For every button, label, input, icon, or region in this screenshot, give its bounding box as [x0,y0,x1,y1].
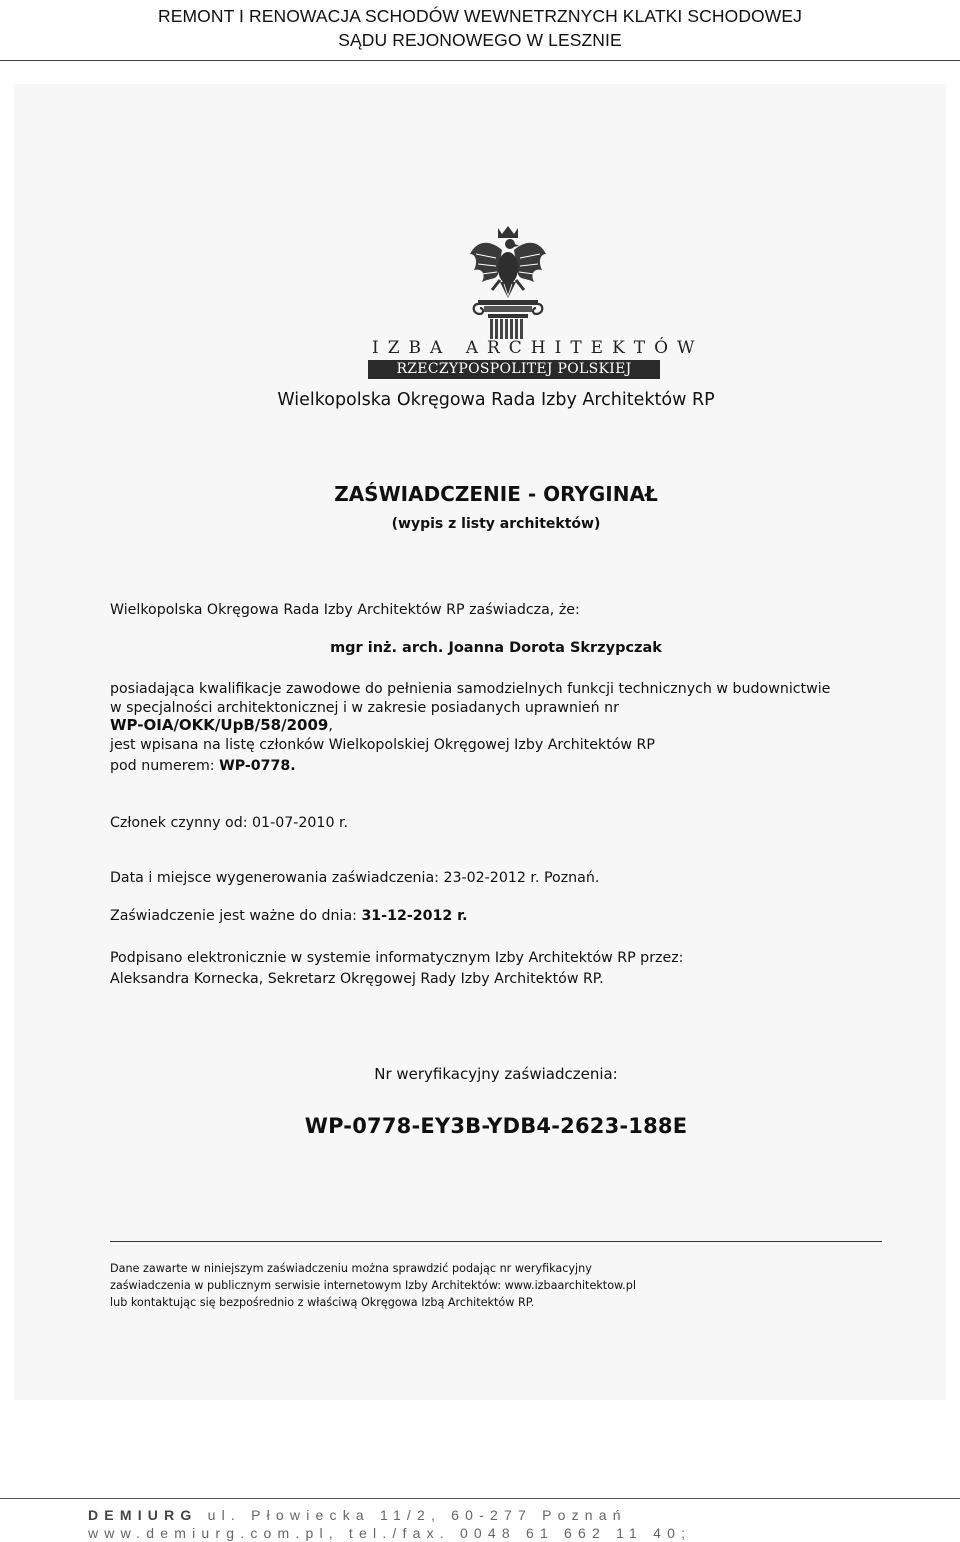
member-number-line [110,758,296,774]
member-number: WP-0778. [219,758,296,774]
footer-contact: www.demiurg.com.pl, tel./fax. 0048 61 662 11 40; [88,1525,692,1541]
footer-address-line [88,1507,627,1523]
footer-divider [0,1498,960,1499]
signed-line-1: Podpisano elektronicznie w systemie informatycznym Izby Architektów RP przez: [110,950,684,966]
header-title-line1: REMONT I RENOWACJA SCHODÓW WEWNETRZNYCH KLATKI SCHODOWEJ [157,6,803,26]
page-header [0,0,960,61]
header-title-line2: SĄDU REJONOWEGO W LESZNIE [338,30,622,50]
note-line-1: Dane zawarte w niniejszym zaświadczeniu można sprawdzić podając nr weryfikacyjny [110,1262,592,1275]
validity-date: 31-12-2012 r. [361,908,468,924]
note-divider [110,1241,882,1242]
certificate-subtitle: (wypis z listy architektów) [391,516,601,532]
member-number-prefix: pod numerem: [110,758,220,774]
footer-address: ul. Płowiecka 11/2, 60-277 Poznań [197,1507,627,1523]
logo-rzeczpospolitej-band: RZECZYPOSPOLITEJ POLSKIEJ [368,360,660,379]
license-number: WP-OIA/OKK/UpB/58/2009 [110,716,329,734]
generated-line: Data i miejsce wygenerowania zaświadczenia: 23-02-2012 r. Poznań. [110,870,600,886]
footer-brand: DEMIURG [88,1507,198,1523]
council-name: Wielkopolska Okręgowa Rada Izby Architektów RP [277,390,715,410]
license-suffix: , [328,718,333,734]
note-line-3: lub kontaktując się bezpośrednio z właściwą Okręgowa Izbą Architektów RP. [110,1296,535,1309]
eagle-emblem-icon [466,224,550,340]
qualification-line-1: posiadająca kwalifikacje zawodowe do pełnienia samodzielnych funkcji technicznych w budownictwie [110,681,831,697]
note-line-2: zaświadczenia w publicznym serwisie internetowym Izby Architektów: www.izbaarchitektow.pl [110,1279,636,1292]
qualification-line-2: w specjalności architektonicznej i w zakresie posiadanych uprawnień nr [110,700,619,716]
intro-text: Wielkopolska Okręgowa Rada Izby Architektów RP zaświadcza, że: [110,602,580,618]
signed-line-2: Aleksandra Kornecka, Sekretarz Okręgowej Rady Izby Architektów RP. [110,971,604,987]
validity-line [110,908,468,924]
verification-label: Nr weryfikacyjny zaświadczenia: [374,1065,618,1083]
certificate-title: ZAŚWIADCZENIE - ORYGINAŁ [334,482,658,506]
verification-code: WP-0778-EY3B-YDB4-2623-188E [304,1114,688,1138]
validity-prefix: Zaświadczenie jest ważne do dnia: [110,908,362,924]
listed-line: jest wpisana na listę członków Wielkopolskiej Okręgowej Izby Architektów RP [110,737,655,753]
active-member-line: Członek czynny od: 01-07-2010 r. [110,815,349,831]
architect-name: mgr inż. arch. Joanna Dorota Skrzypczak [330,640,662,656]
license-line [110,716,333,734]
logo-izba-architektow: IZBA ARCHITEKTÓW [372,338,704,358]
